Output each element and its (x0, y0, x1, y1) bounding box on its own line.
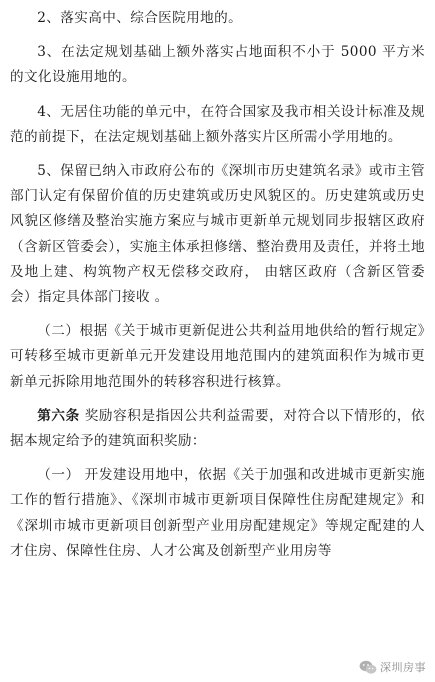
watermark (356, 658, 429, 676)
paragraph-item-5 (10, 159, 425, 310)
article-six-paragraph (10, 404, 425, 454)
paragraph-item-3 (10, 40, 425, 90)
article-number: 第六条 (37, 407, 80, 424)
paragraph-clause-2 (10, 319, 425, 395)
watermark-label: 深圳房事 (380, 661, 426, 674)
paragraph-text: （二）根据《关于城市更新促进公共利益用地供给的暂行规定》可转移至城市更新单元开发建设用地范围内的建筑面积作为城市更新单元拆除用地范围外的转移容积进行核算。 (10, 323, 425, 390)
paragraph-item-2 (10, 6, 425, 31)
paragraph-text: 5、保留已纳入市政府公布的《深圳市历史建筑名录》或市主管部门认定有保留价值的历史建筑或历史风貌区的。历史建筑或历史风貌区修缮及整治实施方案应与城市更新单元规划同步报辖区政府（含新区管委会），实施主体承担修缮、整治费用及责任，并将土地及地上建、构筑物产权无偿移交政府， 由辖区政府（含新区管委会）指定具体部门接收 。 (10, 163, 425, 306)
wechat-logo-icon (359, 660, 377, 675)
paragraph-text: （一） 开发建设用地中，依据《关于加强和改进城市更新实施工作的暂行措施》、《深圳市城市更新项目保障性住房配建规定》和《深圳市城市更新项目创新型产业用房配建规定》等规定配建的人才住房、保障性住房、人才公寓及创新型产业用房等 (10, 467, 425, 559)
paragraph-item-4 (10, 100, 425, 150)
paragraph-clause-1 (10, 463, 425, 564)
paragraph-text: 3、在法定规划基础上额外落实占地面积不小于 5000 平方米的文化设施用地的。 (10, 44, 425, 86)
paragraph-text: 4、无居住功能的单元中，在符合国家及我市相关设计标准及规范的前提下，在法定规划基础上额外落实片区所需小学用地的。 (10, 103, 425, 145)
paragraph-text: 2、落实高中、综合医院用地的。 (37, 10, 243, 26)
paragraph-text: 奖励容积是指因公共利益需要，对符合以下情形的，依据本规定给予的建筑面积奖励： (10, 407, 425, 450)
